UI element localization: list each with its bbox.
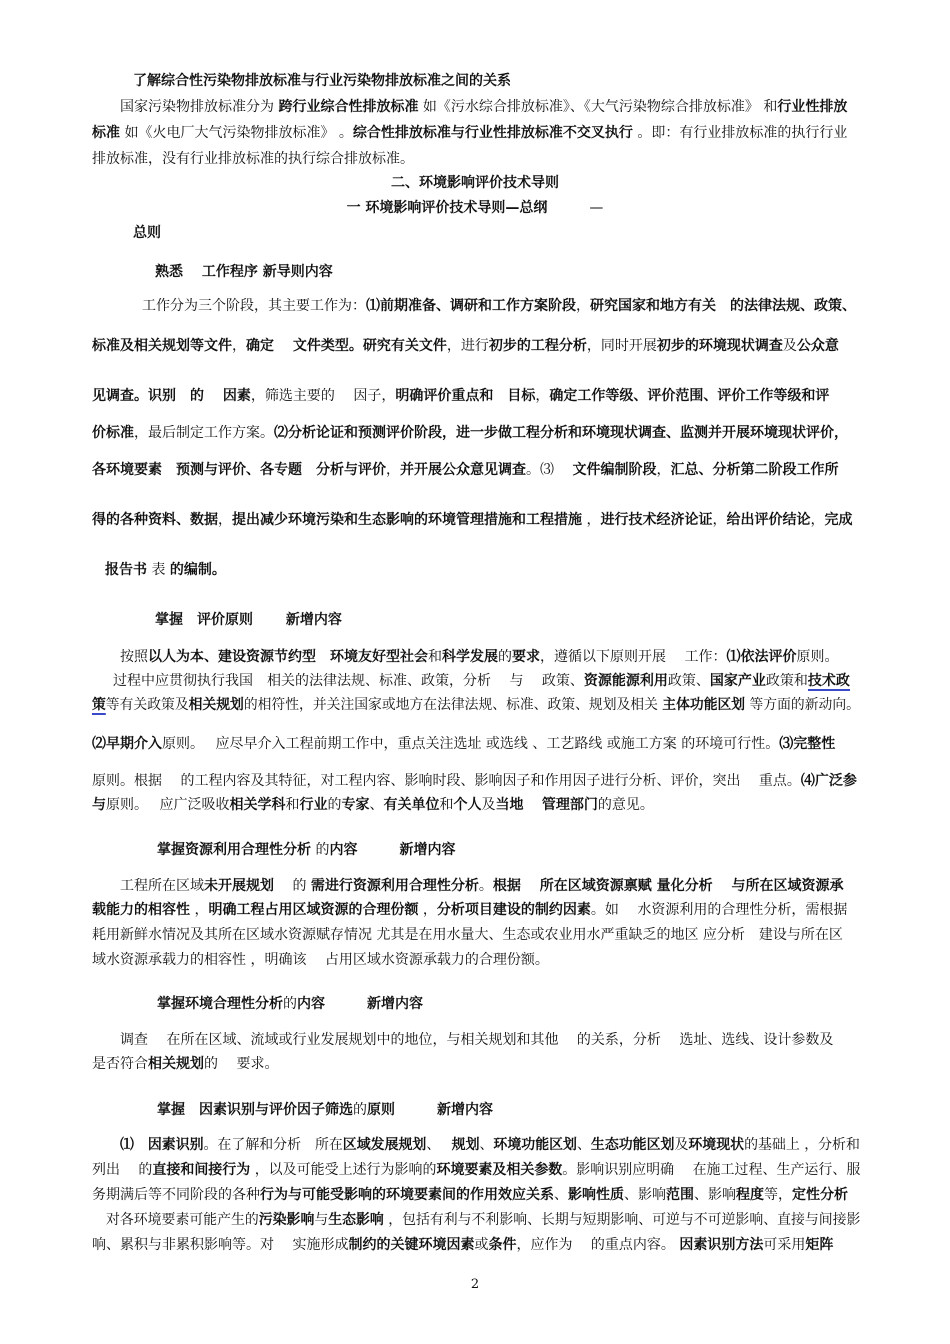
bold-text-run: 要求 <box>512 649 540 665</box>
bold-text-run: ⑴前期准备、调研和工作方案阶段 <box>366 298 576 314</box>
line-15 <box>105 560 226 580</box>
bold-text-run: ⑶完整性 <box>779 736 836 752</box>
text-run: 可采用 <box>763 1237 806 1253</box>
bold-text-run: 专家 <box>341 797 370 813</box>
bold-text-run: 行业性排放 <box>777 99 848 115</box>
line-01 <box>133 71 511 91</box>
text-run: 。⑶ <box>526 462 573 478</box>
bold-text-run: 公众意 <box>796 338 839 354</box>
bold-text-run: 制约的关键环境因素 <box>348 1237 475 1253</box>
bold-text-run: 技术政 <box>807 673 850 689</box>
text-run: 、影响 <box>694 1187 736 1203</box>
bold-text-run: 汇总、分析第二阶段工作所 <box>670 462 839 478</box>
text-run: 调查 在所在区域、流域或行业发展规划中的地位，与相关规划和其他 的关系，分析 选址、选线、设计参数及 <box>120 1032 834 1048</box>
line-22 <box>92 795 654 815</box>
bold-text-run: 生态功能区划 <box>590 1137 675 1153</box>
text-run: 政策、 <box>667 673 710 689</box>
text-run: 的 <box>498 649 512 665</box>
text-run: 按照 <box>120 649 148 665</box>
bold-text-run: 策 <box>92 697 106 713</box>
bold-text-run: 掌握 因素识别与评价因子筛选 <box>157 1102 353 1118</box>
text-run: 、 <box>426 1137 452 1153</box>
bold-text-run: 根据 所在区域资源禀赋 量化分析 与所在区域资源承 <box>492 878 844 894</box>
text-run: ， <box>810 512 825 528</box>
text-run: 的 <box>327 797 342 813</box>
bold-text-run: 科学发展 <box>442 649 498 665</box>
bold-text-run: 初步的环境现状调查 <box>656 338 783 354</box>
text-run: 响、累积与非累积影响等。对 实施形成 <box>92 1237 349 1253</box>
bold-text-run: ⑵分析论证和预测评价阶段 <box>274 425 442 441</box>
bold-text-run: 个人 <box>453 797 482 813</box>
text-run: ，最后制定工作方案。 <box>134 425 274 441</box>
bold-text-run: 研究国家和地方有关 的法律法规、政策、 <box>590 298 856 314</box>
text-run: ， <box>576 298 590 314</box>
bold-text-run: 一 环境影响评价技术导则—总纲 <box>346 200 548 216</box>
bold-text-run: 掌握 评价原则 新增内容 <box>155 612 342 628</box>
text-run: ， <box>656 462 671 478</box>
text-run: ，遵循以下原则开展 工作： <box>540 649 727 665</box>
text-run: 。影响识别应明确 在施工过程、生产运行、服 <box>562 1162 861 1178</box>
text-run: ， <box>386 462 400 478</box>
text-run: 对各环境要素可能产生的 <box>106 1212 259 1228</box>
bold-text-run: 见调查。识别 的 因素 <box>92 388 251 404</box>
bold-text-run: 矩阵 <box>805 1237 834 1253</box>
text-run: 、影响 <box>624 1187 666 1203</box>
text-run: 如《火电厂大气污染物排放标准》 。 <box>120 125 353 141</box>
bold-text-run: 主体功能区划 <box>662 697 746 713</box>
text-run: 等方面的新动向。 <box>745 697 860 713</box>
bold-text-run: 直接和间接行为 <box>152 1162 251 1178</box>
bold-text-run: 标准 <box>92 125 120 141</box>
bold-text-run: 各环境要素 预测与评价、各专题 分析与评价 <box>92 462 386 478</box>
bold-text-run: 明确工程占用区域资源的合理份额 <box>208 902 419 918</box>
bold-text-run: 得的各种资料、数据 <box>92 512 218 528</box>
text-run: 、 <box>554 1187 568 1203</box>
text-run: 和 <box>439 797 454 813</box>
bold-text-run: 定性分析 <box>792 1187 848 1203</box>
text-run: ，进行 <box>446 338 489 354</box>
text-run: ，同时开展 <box>586 338 657 354</box>
bold-text-run: 标准及相关规划等文件 <box>92 338 232 354</box>
bold-text-run: 环境要素及相关参数 <box>436 1162 563 1178</box>
bold-text-run: ⑴依法评价 <box>726 649 797 665</box>
bold-text-run: 范围 <box>666 1187 694 1203</box>
text-run: 原则。 <box>796 649 839 665</box>
line-09 <box>142 296 856 316</box>
bold-text-run: 内容 新增内容 <box>297 996 423 1012</box>
bold-text-run: 给出评价结论 <box>726 512 811 528</box>
text-run: 和 <box>428 649 442 665</box>
text-run: ，应作为 的重点内容。 <box>516 1237 680 1253</box>
line-03 <box>92 123 847 143</box>
text-run: 排放标准，没有行业排放标准的执行综合排放标准。 <box>92 151 414 167</box>
text-run: 的 <box>311 842 330 858</box>
bold-text-run: ，进一步做工程分析和环境现状调查、监测并开展环境现状评价， <box>442 425 848 441</box>
line-27 <box>92 950 549 970</box>
text-run: — <box>547 200 604 216</box>
line-33 <box>92 1160 860 1180</box>
text-run: 、 <box>479 1137 494 1153</box>
line-11 <box>92 386 829 406</box>
bold-text-run: 并开展公众意见调查 <box>400 462 526 478</box>
line-24 <box>120 876 844 896</box>
bold-text-run: 总则 <box>133 225 161 241</box>
bold-text-run: 综合性排放标准与行业性排放标准不交叉执行 <box>352 125 633 141</box>
line-35 <box>106 1210 860 1230</box>
text-run: ，包括有利与不利影响、长期与短期影响、可逆与不可逆影响、直接与间接影 <box>383 1212 861 1228</box>
text-run: 表 <box>147 562 170 578</box>
bold-text-run: 污染影响 <box>258 1212 315 1228</box>
text-run: ， <box>418 902 437 918</box>
line-23 <box>157 840 455 860</box>
text-run: 及 <box>674 1137 689 1153</box>
line-10 <box>92 336 839 356</box>
text-run: 耗用新鲜水情况及其所在区域水资源赋存情况 尤其是在用水量大、生态或农业用水严重缺乏的地区 应分析 建设与所在区 <box>92 927 843 943</box>
text-run: 的基础上 ，分析和 <box>744 1137 860 1153</box>
bold-text-run: 程度 <box>736 1187 764 1203</box>
line-32 <box>120 1135 860 1155</box>
bold-text-run: 分析项目建设的制约因素 <box>436 902 591 918</box>
bold-text-run: 完成 <box>824 512 853 528</box>
bold-text-run: 载能力的相容性 <box>92 902 190 918</box>
line-19 <box>92 695 860 715</box>
bold-text-run: 价标准 <box>92 425 134 441</box>
text-run: 的 <box>274 878 311 894</box>
bold-text-run: 影响性质 <box>568 1187 624 1203</box>
bold-text-run: 需进行资源利用合理性分析 <box>310 878 479 894</box>
bold-text-run: 规划 <box>451 1137 480 1153</box>
bold-text-run: 明确评价重点和 目标 <box>395 388 536 404</box>
bold-text-run: 提出减少环境污染和生态影响的环境管理措施和工程措施 <box>232 512 582 528</box>
text-run: 的 <box>353 1102 367 1118</box>
bold-text-run: 行为与可能受影响的环境要素间的作用效应关系 <box>260 1187 554 1203</box>
line-14 <box>92 510 852 530</box>
bold-text-run: 条件 <box>488 1237 517 1253</box>
text-run: 及 <box>782 338 797 354</box>
bold-text-run: 管理部门 <box>541 797 598 813</box>
bold-text-run: ⑵早期介入 <box>92 736 162 752</box>
text-run: 原则。 应广泛吸收 <box>106 797 230 813</box>
text-run: 务期满后等不同阶段的各种 <box>92 1187 260 1203</box>
text-run: 的意见。 <box>597 797 654 813</box>
text-run: 政策和 <box>765 673 808 689</box>
text-run: 原则。 应尽早介入工程前期工作中，重点关注选址 或选线 、工艺路线 或施工方案 的环境可行性。 <box>162 736 780 752</box>
text-run: 。在了解和分析 所在 <box>203 1137 343 1153</box>
text-run: 的相符性，并关注国家或地方在法律法规、标准、政策、规划及相关 <box>243 697 663 713</box>
bold-text-run: 报告书 <box>105 562 147 578</box>
line-16 <box>155 610 342 630</box>
line-21 <box>92 771 857 791</box>
text-run: 过程中应贯彻执行我国 相关的法律法规、标准、政策，分析 与 政策、 <box>113 673 584 689</box>
text-run: 等有关政策及 <box>105 697 189 713</box>
line-28 <box>157 994 423 1014</box>
bold-text-run: 确定 文件类型。研究有关文件 <box>246 338 447 354</box>
text-run: 等， <box>764 1187 792 1203</box>
line-34 <box>92 1185 848 1205</box>
text-run: ， <box>712 512 727 528</box>
line-13 <box>92 460 838 480</box>
bold-text-run: 内容 新增内容 <box>329 842 456 858</box>
text-run: 的 <box>283 996 297 1012</box>
text-run: 原则。根据 的工程内容及其特征，对工程内容、影响时段、影响因子和作用因子进行分析、评价，突出 重点。 <box>92 773 801 789</box>
bold-text-run: 初步的工程分析 <box>488 338 587 354</box>
text-run: ， <box>218 512 232 528</box>
bold-text-run: 与 <box>92 797 106 813</box>
bold-text-run: 二、环境影响评价技术导则 <box>391 175 559 191</box>
text-run: 如《污水综合排放标准》、《大气污染物综合排放标准》 和 <box>418 99 778 115</box>
bold-text-run: 跨行业综合性排放标准 <box>278 99 419 115</box>
bold-text-run: ⑴ 因素识别 <box>120 1137 204 1153</box>
bold-text-run: 掌握资源利用合理性分析 <box>157 842 311 858</box>
bold-text-run: 行业 <box>299 797 328 813</box>
subsection-heading <box>0 198 950 218</box>
text-run: 及 <box>481 797 496 813</box>
line-26 <box>92 925 843 945</box>
text-run: 。即：有行业排放标准的执行行业 <box>632 125 848 141</box>
text-run: 工程所在区域 <box>120 878 204 894</box>
text-run: ， <box>232 338 246 354</box>
section-heading <box>0 173 950 193</box>
line-02 <box>120 97 847 117</box>
text-run: 和 <box>285 797 300 813</box>
bold-text-run: 环境功能区划 <box>493 1137 577 1153</box>
text-run: 。如 水资源利用的合理性分析，需根据 <box>590 902 848 918</box>
text-run: ， <box>582 512 601 528</box>
bold-text-run: 原则 新增内容 <box>367 1102 493 1118</box>
bold-text-run: 因素识别方法 <box>679 1237 764 1253</box>
bold-text-run: 掌握环境合理性分析 <box>157 996 283 1012</box>
line-29 <box>120 1030 833 1050</box>
text-run: 与 <box>314 1212 329 1228</box>
text-run: 是否符合 <box>92 1056 148 1072</box>
bold-text-run: 确定工作等级、评价范围、评价工作等级和评 <box>549 388 830 404</box>
bold-text-run: 有关单位 <box>383 797 440 813</box>
line-18 <box>113 671 850 691</box>
text-run <box>523 797 541 813</box>
bold-text-run: 资源能源利用 <box>583 673 668 689</box>
line-12 <box>92 423 848 443</box>
line-04 <box>92 149 414 169</box>
text-run: 列出 的 <box>92 1162 153 1178</box>
line-08 <box>155 262 333 282</box>
bold-text-run: 以人为本、建设资源节约型 环境友好型社会 <box>148 649 428 665</box>
text-run: 域水资源承载力的相容性 ，明确该 占用区域水资源承载力的合理份额。 <box>92 952 549 968</box>
line-31 <box>157 1100 493 1120</box>
bold-text-run: 未开展规划 <box>204 878 274 894</box>
text-run: 工作分为三个阶段，其主要工作为： <box>142 298 366 314</box>
text-run: ， <box>535 388 550 404</box>
bold-text-run: 国家产业 <box>709 673 766 689</box>
bold-text-run: 相关规划 <box>188 697 244 713</box>
line-25 <box>92 900 847 920</box>
bold-text-run: 当地 <box>495 797 524 813</box>
text-run: 的 要求。 <box>204 1056 279 1072</box>
bold-text-run: 区域发展规划 <box>342 1137 427 1153</box>
text-run: ，筛选主要的 因子， <box>250 388 396 404</box>
bold-text-run: 生态影响 <box>328 1212 384 1228</box>
line-17 <box>120 647 838 667</box>
bold-text-run: 环境现状 <box>688 1137 745 1153</box>
line-36 <box>92 1235 833 1255</box>
text-run: 、 <box>576 1137 591 1153</box>
bold-text-run: 了解综合性污染物排放标准与行业污染物排放标准之间的关系 <box>133 73 511 89</box>
bold-text-run: 相关规划 <box>148 1056 204 1072</box>
text-run: 国家污染物排放标准分为 <box>120 99 279 115</box>
line-07 <box>133 223 161 243</box>
bold-text-run: 相关学科 <box>229 797 286 813</box>
line-30 <box>92 1054 278 1074</box>
bold-text-run: 的编制。 <box>169 562 226 578</box>
text-run: 或 <box>474 1237 489 1253</box>
text-run: ，以及可能受上述行为影响的 <box>250 1162 437 1178</box>
text-run: 、 <box>369 797 384 813</box>
bold-text-run: 文件编制阶段 <box>572 462 657 478</box>
bold-text-run: 进行技术经济论证 <box>600 512 713 528</box>
page-number: 2 <box>470 1277 480 1292</box>
text-run: ， <box>190 902 209 918</box>
bold-text-run: ⑷广泛参 <box>800 773 857 789</box>
line-20 <box>92 734 835 754</box>
text-run: 。 <box>478 878 493 894</box>
bold-text-run: 熟悉 工作程序 新导则内容 <box>155 264 333 280</box>
